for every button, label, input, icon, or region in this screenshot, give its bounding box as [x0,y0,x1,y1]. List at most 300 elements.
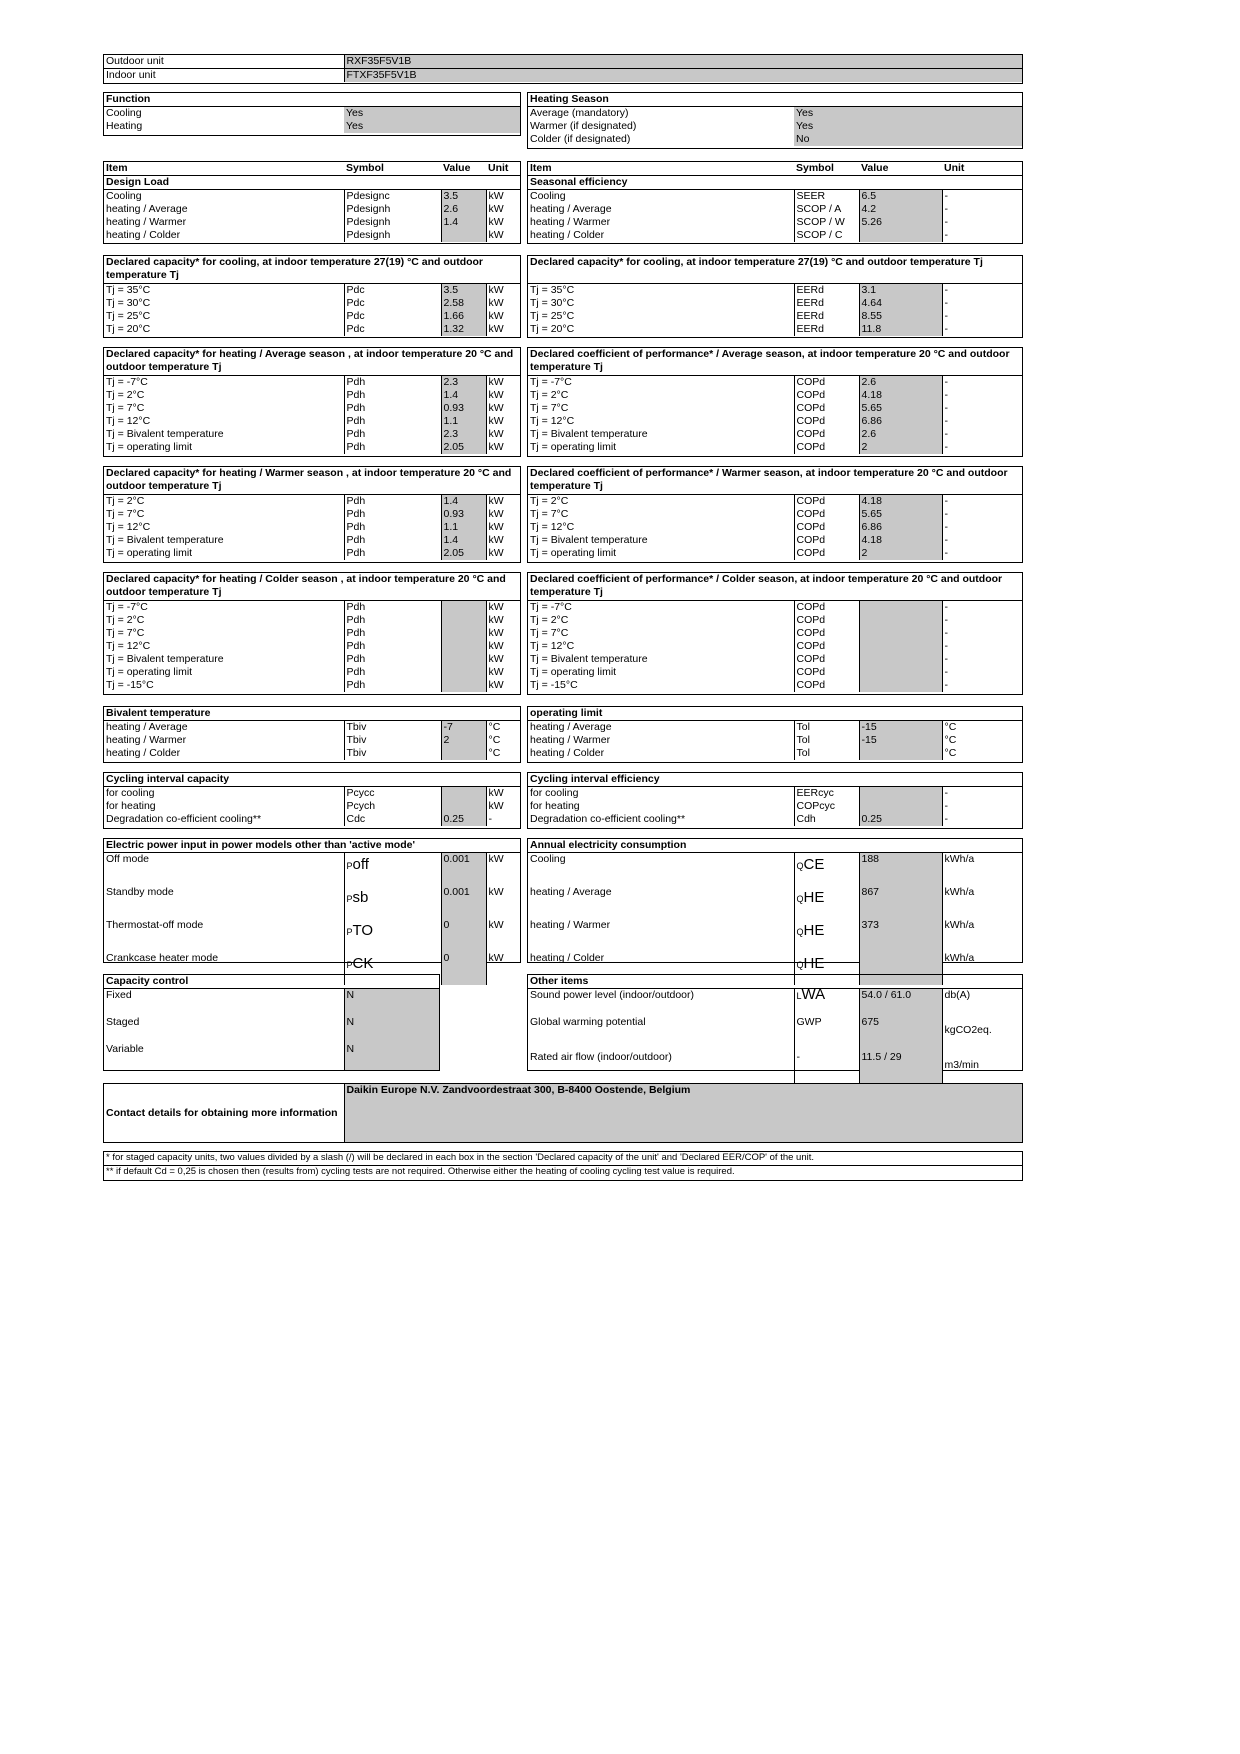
col-header-symbol: Symbol [344,162,441,176]
power-block [103,838,521,972]
table-row [528,203,1022,216]
row-symbol: Pdc [344,297,441,310]
row-symbol: SCOP / A [794,203,859,216]
row-value: 3.5 [441,284,486,298]
cap-cool-title: Declared capacity* for cooling, at indoor temperature 27(19) °C and outdoor temperature Tj [106,256,484,281]
symbol-sub: CK [352,955,374,972]
row-item: Tj = 12°C [106,521,151,533]
row-value: 11.8 [859,323,942,336]
row-symbol: COPd [794,640,859,653]
row-value: 0.001 [441,853,486,887]
row-value [859,666,942,679]
row-item: Tj = 12°C [106,640,151,652]
table-row [104,787,520,801]
heating-season-value: Yes [794,107,1022,121]
row-unit: - [942,601,1022,615]
row-unit: kW [486,441,520,454]
capctl-item: Variable [106,1043,144,1055]
row-value: 4.18 [859,534,942,547]
cyc-cap-title: Cycling interval capacity [104,773,520,787]
row-value: 0.93 [441,508,486,521]
row-item: heating / Colder [530,229,605,241]
row-value: 1.4 [441,389,486,402]
table-row [104,495,520,509]
row-item: Tj = 7°C [106,402,145,414]
row-unit: - [942,666,1022,679]
table-row [528,508,1022,521]
table-row [528,216,1022,229]
row-symbol: COPd [794,653,859,666]
contact-value: Daikin Europe N.V. Zandvoordestraat 300, B-8400 Oostende, Belgium [344,1084,1022,1142]
row-symbol: COPd [794,402,859,415]
row-unit: kW [486,203,520,216]
symbol-main: Q [796,960,804,970]
row-item: heating / Warmer [106,216,187,228]
row-value [859,627,942,640]
row-symbol: COPd [794,679,859,692]
row-unit: - [942,787,1022,801]
row-value [859,679,942,692]
row-item: Tj = Bivalent temperature [106,534,224,546]
col-header-item: Item [104,162,344,176]
row-unit: kW [486,521,520,534]
row-unit: kW [486,534,520,547]
row-unit: - [942,534,1022,547]
row-unit: - [942,627,1022,640]
row-symbol: COPd [794,614,859,627]
design-load-title: Design Load [104,176,520,190]
row-value: 5.65 [859,508,942,521]
row-unit: kW [486,284,520,298]
row-value: 4.18 [859,389,942,402]
row-item: Tj = 25°C [106,310,151,322]
table-row [528,800,1022,813]
row-unit: °C [942,734,1022,747]
capctl-value: N [344,989,439,1017]
table-row [104,601,520,615]
row-value: 6.86 [859,521,942,534]
row-unit: kW [486,190,520,204]
row-value: 6.86 [859,415,942,428]
row-symbol: Pdesignh [344,216,441,229]
symbol-sub: HE [803,889,825,906]
table-row [104,853,520,887]
row-value: 0.93 [441,402,486,415]
outdoor-unit-value: RXF35F5V1B [344,55,1022,69]
row-symbol: Pdh [344,521,441,534]
table-row [104,627,520,640]
row-unit: kW [486,666,520,679]
table-row [528,919,1022,952]
other-item: Global warming potential [530,1016,646,1028]
row-value: 2 [441,734,486,747]
table-row [104,919,520,952]
other-value: 11.5 / 29 [859,1051,942,1086]
row-item: Tj = 30°C [530,297,575,309]
row-value: -7 [441,721,486,735]
row-item: Tj = Bivalent temperature [106,653,224,665]
row-unit: kW [486,653,520,666]
table-row [528,428,1022,441]
function-row-label: Cooling [106,107,142,119]
cyc-cap-rows [104,787,520,827]
row-item: Tj = 12°C [530,640,575,652]
row-value: 0.001 [441,886,486,919]
row-symbol: COPd [794,534,859,547]
design-load-rows [104,190,520,243]
row-item: Tj = 20°C [530,323,575,335]
row-unit: kWh/a [942,886,1022,919]
row-item: heating / Average [530,721,612,733]
row-symbol: COPcyc [794,800,859,813]
row-unit: - [942,813,1022,826]
heating-season-value: No [794,133,1022,146]
row-unit: kW [486,389,520,402]
row-symbol: COPd [794,376,859,390]
row-value [859,229,942,242]
row-symbol: COPd [794,521,859,534]
row-value [441,653,486,666]
row-value [859,800,942,813]
row-value: -15 [859,721,942,735]
row-item: Tj = 2°C [106,614,145,626]
footnotes-block [103,1151,1023,1181]
row-unit: kW [486,216,520,229]
row-item: Tj = 12°C [106,415,151,427]
row-value: 1.1 [441,415,486,428]
cap-avg-rows [104,376,520,455]
col-header-unit: Unit [486,162,520,176]
row-symbol: Tol [794,721,859,735]
bivalent-rows [104,721,520,761]
row-value: -15 [859,734,942,747]
table-row [528,734,1022,747]
heating-season-label: Warmer (if designated) [530,120,637,132]
row-symbol [794,919,859,952]
table-row [528,679,1022,692]
table-row [104,415,520,428]
cap-cold-rows [104,601,520,693]
other-unit: db(A) [942,989,1022,1017]
row-symbol: Pdh [344,415,441,428]
footnote-1: * for staged capacity units, two values divided by a slash (/) will be declared in each box in the section 'Declared capacity of the unit' and 'Declared EER/COP' of the unit. [106,1152,814,1163]
row-value: 4.2 [859,203,942,216]
row-unit: kWh/a [942,853,1022,887]
row-item: heating / Warmer [530,216,611,228]
other-block [527,974,1023,1071]
table-row [104,679,520,692]
row-item: for heating [530,800,580,812]
row-symbol: Tol [794,734,859,747]
row-value: 867 [859,886,942,919]
table-row [528,402,1022,415]
row-symbol [344,853,441,887]
table-row [104,640,520,653]
row-value: 1.32 [441,323,486,336]
row-symbol: COPd [794,601,859,615]
eer-cool-title: Declared capacity* for cooling, at indoor temperature 27(19) °C and outdoor temperature Tj [530,256,983,268]
row-unit: - [942,297,1022,310]
row-value [859,614,942,627]
row-unit: kW [486,508,520,521]
row-item: Off mode [106,853,149,865]
capctl-block [103,974,440,1071]
row-symbol: Pdh [344,653,441,666]
row-unit: kW [486,547,520,560]
symbol-sub: HE [803,922,825,939]
row-item: Tj = -7°C [530,376,572,388]
row-symbol: Pdc [344,284,441,298]
row-unit: - [942,508,1022,521]
row-value: 1.4 [441,495,486,509]
symbol-main: P [346,894,353,904]
row-symbol: SEER [794,190,859,204]
row-value: 2.6 [441,203,486,216]
row-unit: - [486,813,520,826]
row-unit: kWh/a [942,952,1022,985]
row-item: Tj = 7°C [106,627,145,639]
cap-warm-rows [104,495,520,561]
table-row [104,813,520,826]
row-item: Standby mode [106,886,174,898]
other-item: Sound power level (indoor/outdoor) [530,989,695,1001]
row-item: Tj = operating limit [106,666,193,678]
table-row [104,441,520,454]
row-unit: kW [486,428,520,441]
row-value: 5.26 [859,216,942,229]
col-header-unit: Unit [942,162,1022,176]
table-row [528,389,1022,402]
power-rows [104,853,520,986]
bivalent-block [103,706,521,763]
other-value: 54.0 / 61.0 [859,989,942,1017]
row-unit: kW [486,919,520,952]
row-unit: - [942,190,1022,204]
table-row [528,666,1022,679]
annual-block [527,838,1023,972]
row-value: 2.6 [859,376,942,390]
row-item: Tj = 2°C [530,389,569,401]
row-symbol [794,853,859,887]
table-row [528,614,1022,627]
row-symbol: Pdh [344,428,441,441]
seasonal-eff-block [527,161,1023,244]
row-unit: kW [486,614,520,627]
other-title: Other items [528,975,1022,989]
row-unit: kW [486,402,520,415]
row-value [859,601,942,615]
table-row [528,323,1022,336]
units-block [103,54,1023,84]
row-item: Tj = 2°C [106,495,145,507]
row-item: Tj = Bivalent temperature [530,428,648,440]
row-item: Tj = -7°C [106,601,148,613]
outdoor-unit-label: Outdoor unit [106,55,164,67]
power-title: Electric power input in power models other than 'active mode' [104,839,520,853]
row-item: heating / Colder [106,229,181,241]
symbol-main: P [346,960,353,970]
row-unit: - [942,547,1022,560]
capctl-value: N [344,1016,439,1043]
table-row [528,534,1022,547]
row-value: 0 [441,919,486,952]
symbol-main: L [796,991,802,1001]
row-symbol: EERd [794,323,859,336]
row-symbol: COPd [794,415,859,428]
table-row [528,787,1022,801]
row-value: 2.58 [441,297,486,310]
row-value: 2.6 [859,428,942,441]
row-value [441,640,486,653]
contact-block [103,1083,1023,1143]
oplimit-block [527,706,1023,763]
cop-avg-rows [528,376,1022,455]
row-unit: - [942,216,1022,229]
cyc-eff-title: Cycling interval efficiency [528,773,1022,787]
row-item: Cooling [106,190,142,202]
row-value: 1.4 [441,216,486,229]
table-row [104,203,520,216]
col-header-value: Value [441,162,486,176]
row-value [441,614,486,627]
row-value: 2 [859,547,942,560]
row-item: heating / Warmer [530,919,611,931]
heating-season-label: Colder (if designated) [530,133,631,145]
table-row [104,747,520,760]
row-value: 2 [859,441,942,454]
row-item: Tj = 35°C [530,284,575,296]
row-symbol: COPd [794,627,859,640]
row-unit: kW [486,886,520,919]
table-row [528,640,1022,653]
row-item: Tj = -7°C [530,601,572,613]
annual-rows [528,853,1022,986]
cop-cold-block [527,572,1023,695]
symbol-sub: WA [801,988,826,1003]
row-unit: - [942,415,1022,428]
table-row [528,415,1022,428]
eer-cool-rows [528,284,1022,337]
symbol-sub: HE [803,955,825,972]
row-symbol: Pdh [344,601,441,615]
row-unit: - [942,614,1022,627]
table-row [104,376,520,390]
row-item: Tj = 25°C [530,310,575,322]
row-unit: kW [486,679,520,692]
row-unit: °C [486,734,520,747]
cap-warm-title: Declared capacity* for heating / Warmer season , at indoor temperature 20 °C and outdoor temperature Tj [106,467,512,492]
row-unit: °C [942,747,1022,760]
row-unit: °C [942,721,1022,735]
row-unit: kW [486,640,520,653]
table-row [528,813,1022,826]
row-symbol: EERd [794,310,859,323]
row-symbol: Pcych [344,800,441,813]
row-value [441,747,486,760]
oplimit-rows [528,721,1022,761]
row-item: Cooling [530,190,566,202]
row-symbol: Pdh [344,614,441,627]
table-row [104,653,520,666]
row-symbol: Pdesignc [344,190,441,204]
row-symbol: COPd [794,495,859,509]
row-unit: - [942,428,1022,441]
table-row [104,284,520,298]
row-unit: - [942,310,1022,323]
row-unit: - [942,323,1022,336]
table-row [104,428,520,441]
footnote-2: ** if default Cd = 0,25 is chosen then (results from) cycling tests are not required. Otherwise either the heating of cooling cycling test value is required. [106,1166,735,1177]
row-item: Tj = -15°C [106,679,154,691]
row-symbol: EERd [794,297,859,310]
row-item: for cooling [106,787,155,799]
row-item: Tj = -15°C [530,679,578,691]
row-symbol: Pdh [344,376,441,390]
row-symbol: Tbiv [344,747,441,760]
row-unit: - [942,389,1022,402]
table-row [104,800,520,813]
cop-cold-title: Declared coefficient of performance* / Colder season, at indoor temperature 20 °C and outdoor temperature Tj [530,573,1003,598]
function-row-value: Yes [344,120,520,133]
row-item: Tj = -7°C [106,376,148,388]
symbol-main: P [346,861,353,871]
heating-season-value: Yes [794,120,1022,133]
row-unit: - [942,653,1022,666]
row-item: Tj = 12°C [530,415,575,427]
row-unit: kW [486,310,520,323]
row-value: 6.5 [859,190,942,204]
row-symbol: Pdesignh [344,229,441,242]
row-value: 0.25 [441,813,486,826]
cyc-eff-block [527,772,1023,829]
col-header-symbol: Symbol [794,162,859,176]
row-symbol: SCOP / W [794,216,859,229]
table-row [528,284,1022,298]
symbol-sub: TO [352,922,374,939]
row-value [859,653,942,666]
row-item: Tj = operating limit [106,547,193,559]
row-symbol: Pdh [344,627,441,640]
cop-warm-title: Declared coefficient of performance* / Warmer season, at indoor temperature 20 °C and outdoor temperature Tj [530,467,1008,492]
row-item: heating / Warmer [530,734,611,746]
row-symbol [794,886,859,919]
seasonal-eff-title: Seasonal efficiency [528,176,1022,190]
row-item: Tj = 2°C [106,389,145,401]
row-item: Cooling [530,853,566,865]
row-symbol: Tol [794,747,859,760]
row-unit: °C [486,721,520,735]
row-value: 3.1 [859,284,942,298]
row-unit: kW [486,787,520,801]
row-value [441,666,486,679]
row-symbol: Pdc [344,323,441,336]
row-item: Tj = 7°C [106,508,145,520]
table-row [528,495,1022,509]
cop-warm-rows [528,495,1022,561]
table-row [104,734,520,747]
table-row [104,216,520,229]
row-symbol: EERd [794,284,859,298]
row-value: 4.18 [859,495,942,509]
row-item: Tj = 7°C [530,508,569,520]
row-unit: kW [486,323,520,336]
row-value: 2.3 [441,428,486,441]
table-row [104,297,520,310]
annual-title: Annual electricity consumption [528,839,1022,853]
row-symbol: Tbiv [344,734,441,747]
row-symbol [344,919,441,952]
symbol-sub: off [352,856,369,873]
